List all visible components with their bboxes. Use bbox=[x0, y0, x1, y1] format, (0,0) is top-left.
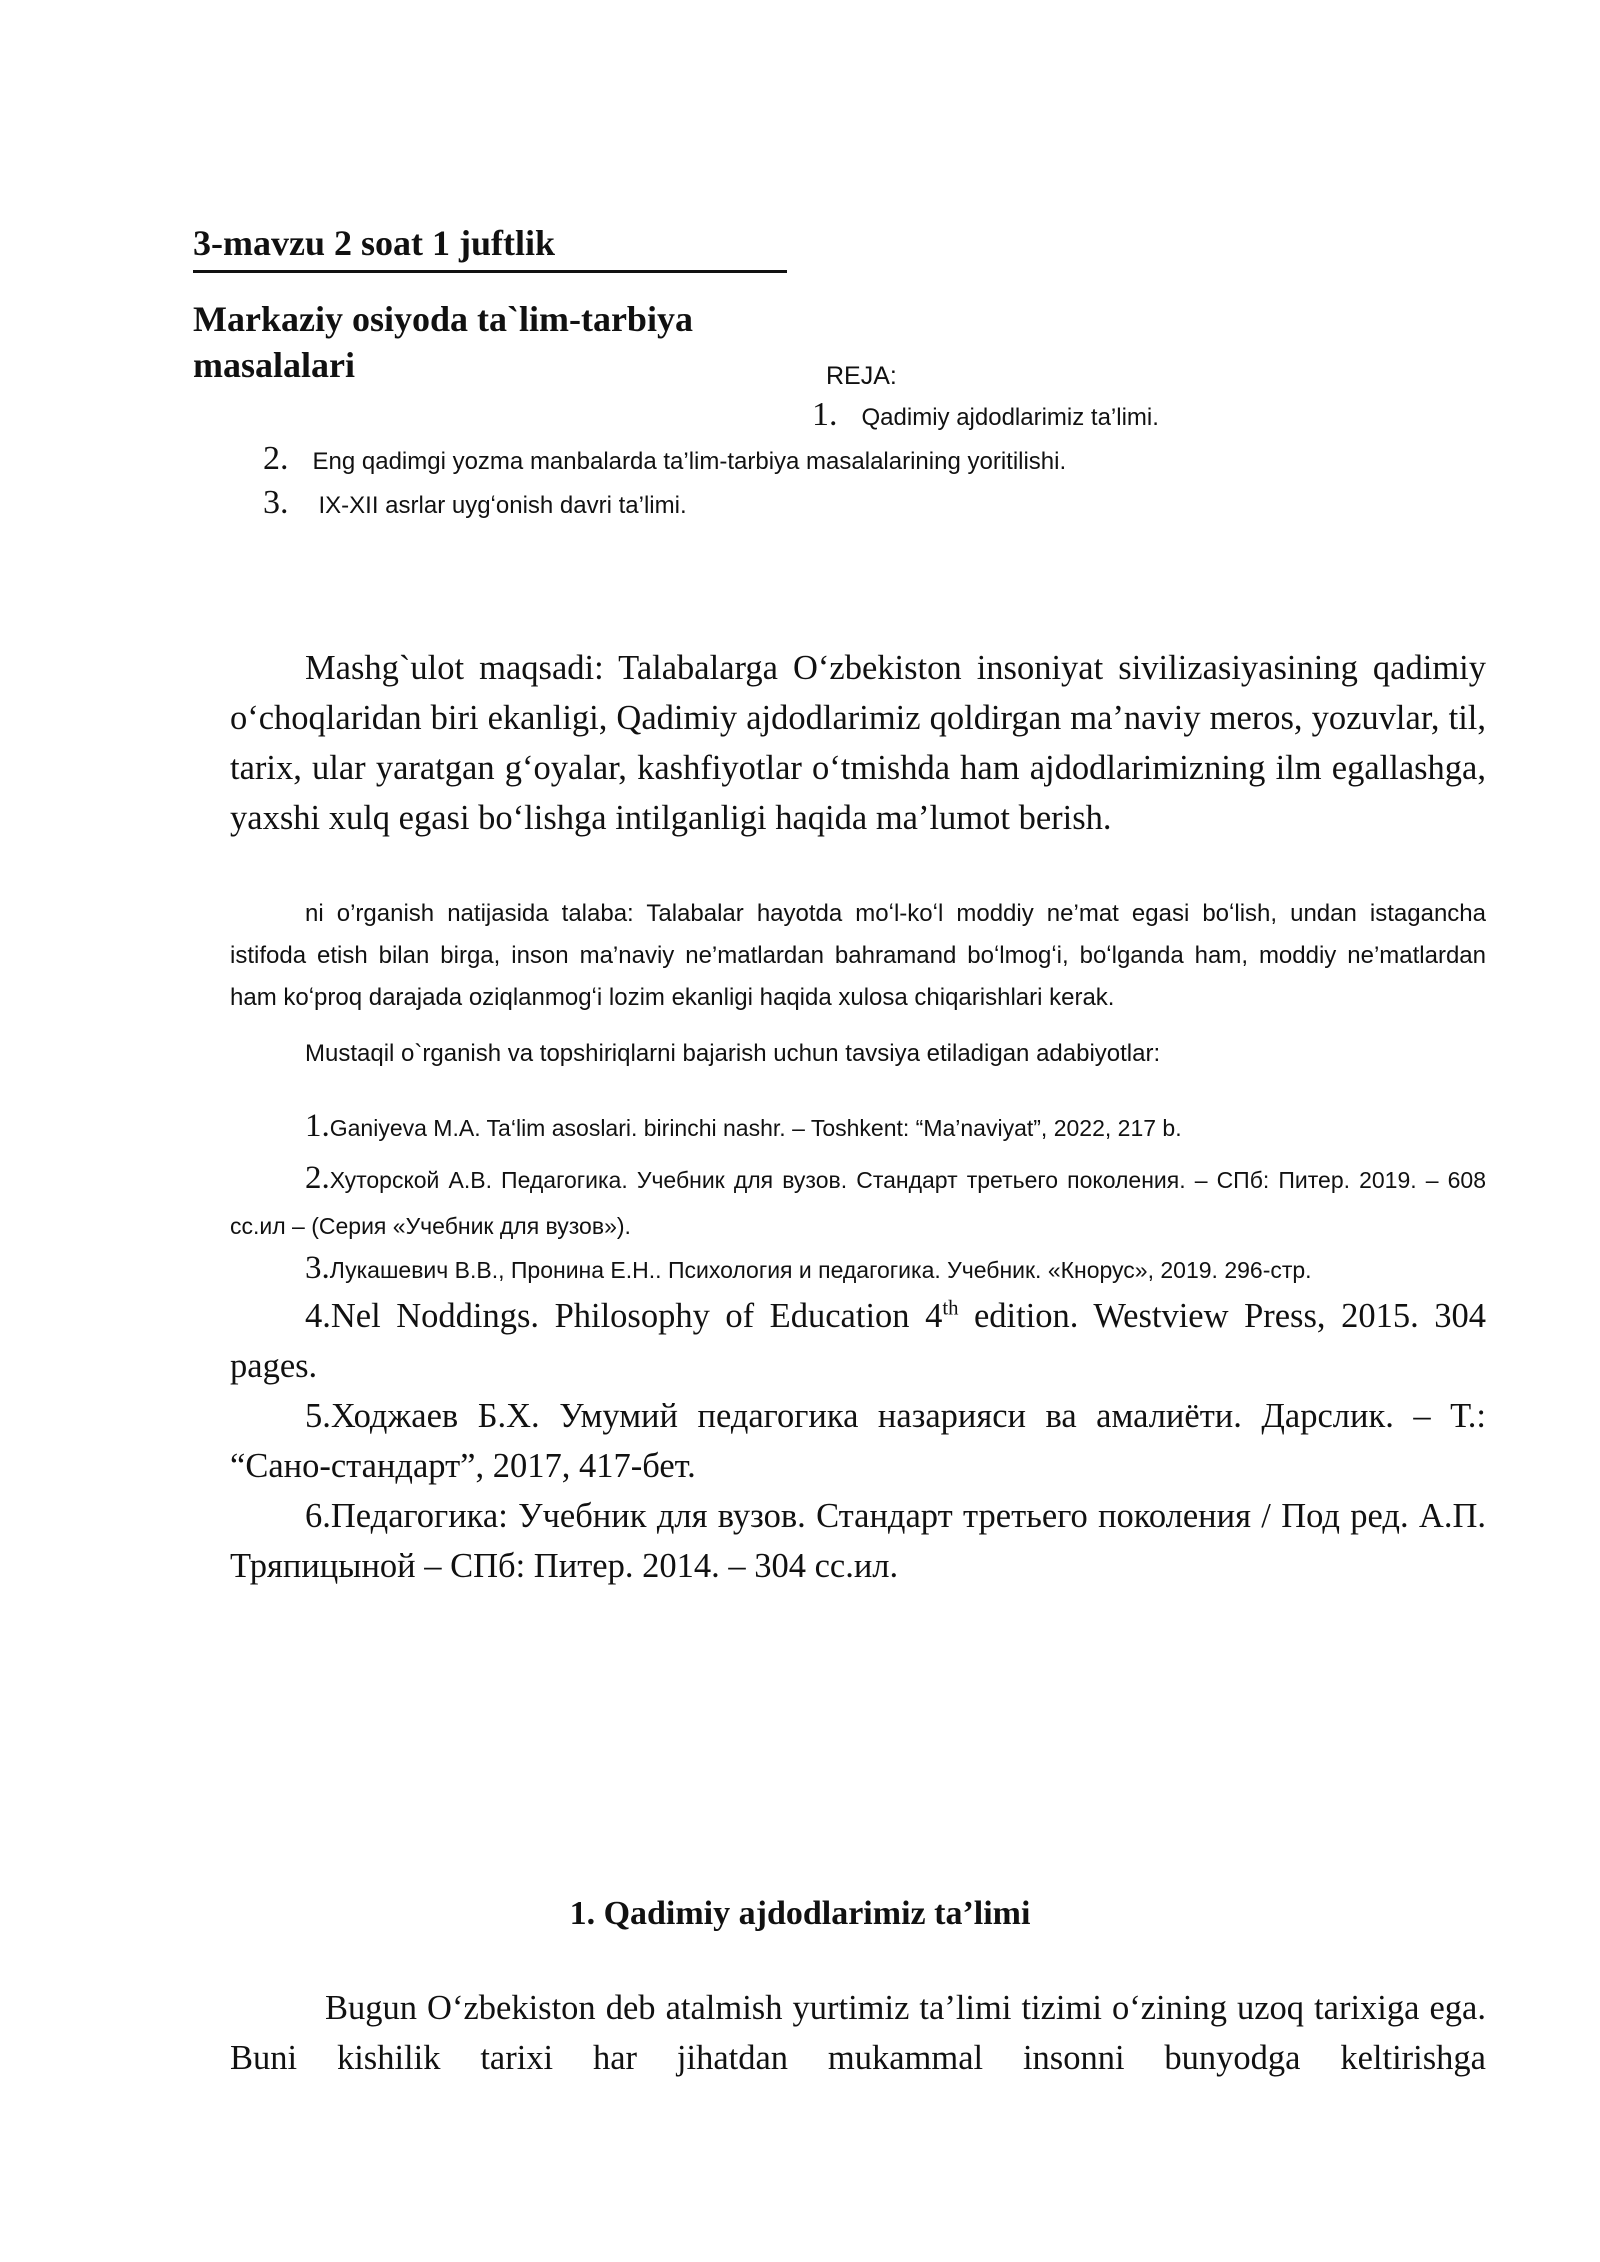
literature-item-text: Nel Noddings. Philosophy of Education 4 bbox=[330, 1297, 943, 1335]
literature-item-number: 2. bbox=[305, 1160, 330, 1196]
section-body-paragraph: Bugun Oʻzbekiston deb atalmish yurtimiz ta’limi tizimi oʻzining uzoq tarixiga ega. Buni kishilik tarixi har jihatdan mukammal insonni bunyodga keltirishga bbox=[230, 1989, 1486, 2077]
plan-item bbox=[263, 484, 687, 522]
literature-item-number: 6. bbox=[305, 1497, 331, 1535]
section-heading: 1. Qadimiy ajdodlarimiz ta’limi bbox=[569, 1895, 1031, 1932]
literature-item-number: 4. bbox=[305, 1297, 331, 1335]
topic-underline bbox=[193, 270, 787, 273]
literature-intro: Mustaqil o`rganish va topshiriqlarni bajarish uchun tavsiya etiladigan adabiyotlar: bbox=[305, 1040, 1161, 1067]
literature-item-text: Ходжаев Б.Х. Умумий педагогика назарияси ва амалиёти. Дарслик. – Т.: “Сано-стандарт”, 2017, 417-бет. bbox=[230, 1397, 1486, 1485]
superscript-ordinal: th bbox=[942, 1297, 959, 1320]
lesson-subtitle: Markaziy osiyoda ta`lim-tarbiya masalalari bbox=[193, 299, 693, 385]
literature-item-number: 3. bbox=[305, 1250, 330, 1286]
plan-item bbox=[263, 440, 1066, 478]
literature-item-text: Педагогика: Учебник для вузов. Стандарт третьего поколения / Под ред. А.П. Тряпицыной – СПб: Питер. 2014. – 304 сс.ил. bbox=[230, 1497, 1486, 1585]
plan-item-number: 3. bbox=[263, 484, 289, 521]
learning-outcome-paragraph: ni o’rganish natijasida talaba: Talabalar hayotda moʻl-koʻl moddiy ne’mat egasi boʻlish, undan istagancha istifoda etish bilan birga, inson ma’naviy ne’matlardan bahramand boʻlmogʻi, boʻlganda ham, moddiy ne’matlardan ham koʻproq darajada oziqlanmogʻi lozim ekanligi haqida xulosa chiqarishlari kerak. bbox=[230, 900, 1486, 1011]
topic-heading: 3-mavzu 2 soat 1 juftlik bbox=[193, 223, 555, 263]
plan-item-text: Eng qadimgi yozma manbalarda ta’lim-tarbiya masalalarining yoritilishi. bbox=[312, 448, 1067, 475]
plan-label: REJA: bbox=[826, 362, 897, 390]
literature-item bbox=[230, 1391, 1486, 1491]
plan-item-number: 1. bbox=[812, 396, 838, 433]
literature-item-text: Ganiyeva M.A. Ta‘lim asoslari. birinchi nashr. – Toshkent: “Ma’naviyat”, 2022, 217 b. bbox=[329, 1115, 1182, 1141]
literature-item-number: 5. bbox=[305, 1397, 331, 1435]
literature-item bbox=[230, 1491, 1486, 1591]
literature-item-text: Хуторской А.В. Педагогика. Учебник для вузов. Стандарт третьего поколения. – СПб: Питер. 2019. – 608 сс.ил – (Серия «Учебник для вузов»). bbox=[230, 1167, 1486, 1239]
literature-item-text: edition. Westview Press, 2015. 304 pages. bbox=[230, 1297, 1486, 1385]
plan-item bbox=[812, 396, 1159, 434]
plan-item-text: Qadimiy ajdodlarimiz ta’limi. bbox=[861, 404, 1159, 431]
plan-item-text: IX-XII asrlar uygʻonish davri ta’limi. bbox=[318, 492, 687, 519]
literature-item bbox=[230, 1291, 1486, 1391]
plan-item-number: 2. bbox=[263, 440, 289, 477]
literature-item-text: Лукашевич В.В., Пронина Е.Н.. Психология и педагогика. Учебник. «Кнорус», 2019. 296-стр. bbox=[329, 1257, 1312, 1283]
literature-item bbox=[230, 1245, 1486, 1293]
lesson-goal-paragraph: Mashg`ulot maqsadi: Talabalarga Oʻzbekiston insoniyat sivilizasiyasining qadimiy oʻchoqlaridan biri ekanligi, Qadimiy ajdodlarimiz qoldirgan ma’naviy meros, yozuvlar, til, tarix, ular yaratgan gʻoyalar, kashfiyotlar oʻtmishda ham ajdodlarimizning ilm egallashga, yaxshi xulq egasi boʻlishga intilganligi haqida ma’lumot berish. bbox=[230, 649, 1486, 837]
literature-item-number: 1. bbox=[305, 1108, 330, 1144]
literature-item bbox=[230, 1155, 1486, 1249]
literature-item bbox=[230, 1103, 1486, 1151]
